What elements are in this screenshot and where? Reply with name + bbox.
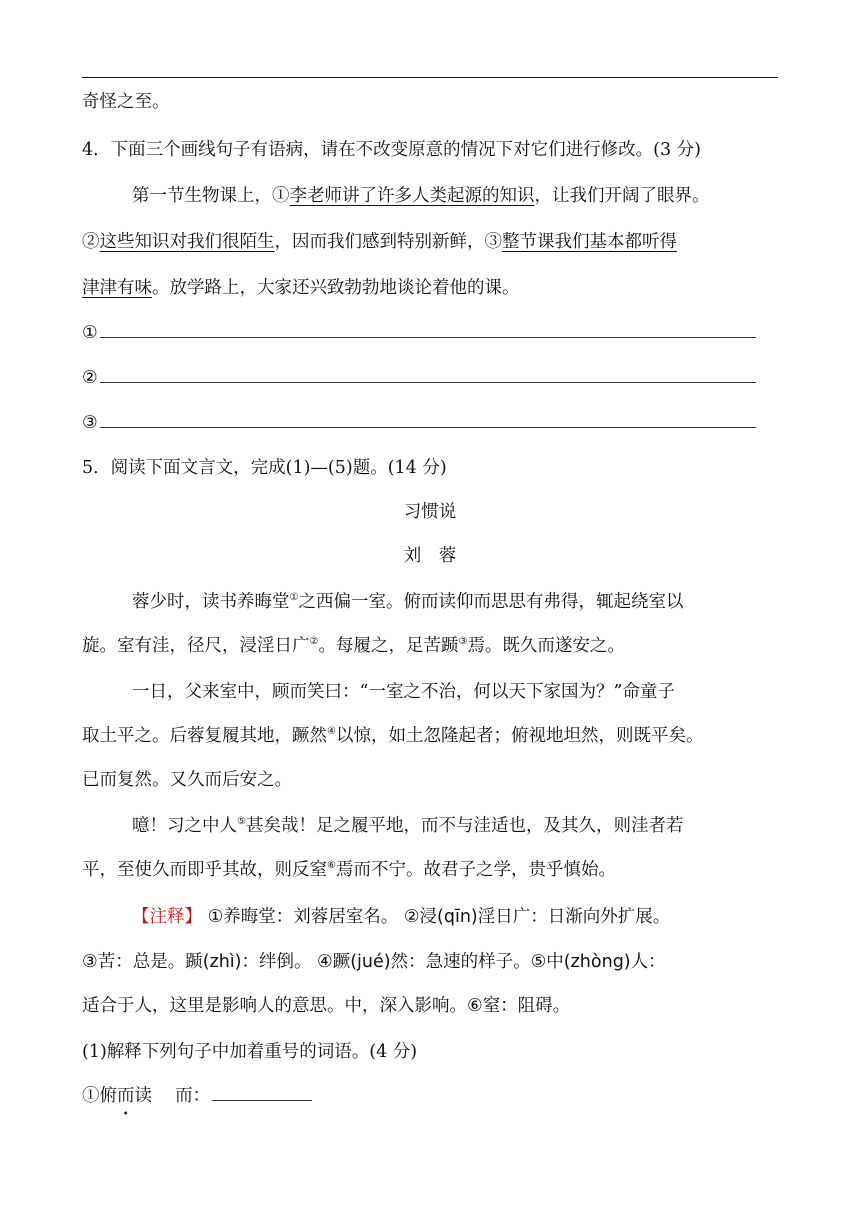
- text-span: ，因而我们感到特别新鲜，: [274, 232, 485, 252]
- note-ref: ①: [289, 592, 299, 604]
- question-5: 5．阅读下面文言文，完成(1)—(5)题。(14 分): [82, 458, 447, 478]
- text-line: [82, 858, 782, 882]
- note-ref: ③: [458, 636, 468, 648]
- text-line: [132, 184, 782, 208]
- answer-number: ②: [82, 368, 98, 388]
- note-ref: ②: [309, 636, 319, 648]
- text-span: ①: [272, 186, 290, 206]
- text-span: 。放学路上，大家还兴致勃勃地谈论着他的课。: [152, 278, 520, 298]
- text-span: 读 而：: [134, 1086, 211, 1106]
- sub-question-item: [82, 1084, 782, 1108]
- underlined-sentence-3-end: 津津有味: [82, 278, 152, 298]
- answer-number: ①: [82, 323, 98, 343]
- text-line: 已而复然。又久而后安之。: [82, 770, 292, 790]
- text-span: 取土平之。后蓉复履其地，蹶然: [82, 726, 327, 746]
- text-span: 以惊，如土忽隆起者；俯视地坦然，则既平矣。: [335, 726, 704, 746]
- text-line: [82, 634, 782, 658]
- answer-number: ③: [82, 413, 98, 433]
- text-span: 焉。既久而遂安之。: [467, 636, 625, 656]
- text-line: [82, 724, 782, 748]
- text-span: 第一节生物课上，: [132, 186, 272, 206]
- underlined-sentence-2: 这些知识对我们很陌生: [99, 232, 275, 252]
- sub-question-1: (1)解释下列句子中加着重号的词语。(4 分): [82, 1042, 418, 1062]
- text-line: [82, 276, 782, 300]
- text-span: ，让我们开阔了眼界。: [534, 186, 710, 206]
- question-4: 4．下面三个画线句子有语病，请在不改变原意的情况下对它们进行修改。(3 分): [82, 140, 701, 160]
- answer-line-1[interactable]: [82, 321, 782, 345]
- answer-line-2[interactable]: [82, 366, 782, 390]
- text-line: [82, 230, 782, 254]
- text-span: ①养晦堂：刘蓉居室名。 ②浸(qīn)淫日广：日渐向外扩展。: [207, 907, 671, 927]
- text-span: 噫！习之中人: [132, 816, 237, 836]
- underlined-sentence-3: 整节课我们基本都听得: [502, 232, 677, 252]
- text-line: 奇怪之至。: [82, 92, 170, 112]
- text-span: 甚矣哉！足之履平地，而不与洼适也，及其久，则洼者若: [245, 816, 684, 836]
- answer-blank[interactable]: [100, 323, 756, 338]
- text-span: 焉而不宁。故君子之学，贵乎慎始。: [335, 860, 616, 880]
- text-span: ①俯: [82, 1086, 117, 1106]
- text-span: ③: [484, 232, 502, 252]
- underlined-sentence-1: 李老师讲了许多人类起源的知识: [289, 186, 535, 206]
- note-ref: ④: [327, 726, 336, 738]
- text-span: 。每履之，足苦踬: [318, 636, 459, 656]
- notes-label: 【注释】: [132, 907, 202, 927]
- text-span: ②: [82, 232, 100, 252]
- top-rule: [82, 77, 778, 78]
- passage-author: 刘 蓉: [403, 546, 457, 566]
- notes-line: 适合于人，这里是影响人的意思。中，深入影响。⑥窒：阻碍。: [82, 996, 571, 1016]
- text-span: 平，至使久而即乎其故，则反窒: [82, 860, 327, 880]
- note-ref: ⑥: [327, 860, 336, 872]
- note-ref: ⑤: [237, 816, 246, 828]
- text-line: [132, 590, 782, 614]
- answer-blank[interactable]: [212, 1086, 312, 1101]
- text-line: [132, 814, 782, 838]
- answer-blank[interactable]: [100, 368, 756, 383]
- emphasized-word: 而: [117, 1086, 135, 1106]
- notes-line: [132, 905, 782, 929]
- text-line: 一日，父来室中，顾而笑曰：“一室之不治，何以天下家国为？”命童子: [132, 682, 675, 702]
- text-span: 之西偏一室。俯而读仰而思思有弗得，辄起绕室以: [298, 592, 684, 612]
- text-span: 旋。室有洼，径尺，浸淫日广: [82, 636, 310, 656]
- notes-line: ③苦：总是。踬(zhì)：绊倒。 ④蹶(jué)然：急速的样子。⑤中(zhòng)人：: [82, 952, 666, 972]
- answer-line-3[interactable]: [82, 411, 782, 435]
- text-span: 蓉少时，读书养晦堂: [132, 592, 290, 612]
- answer-blank[interactable]: [100, 413, 756, 428]
- passage-title: 习惯说: [403, 502, 457, 522]
